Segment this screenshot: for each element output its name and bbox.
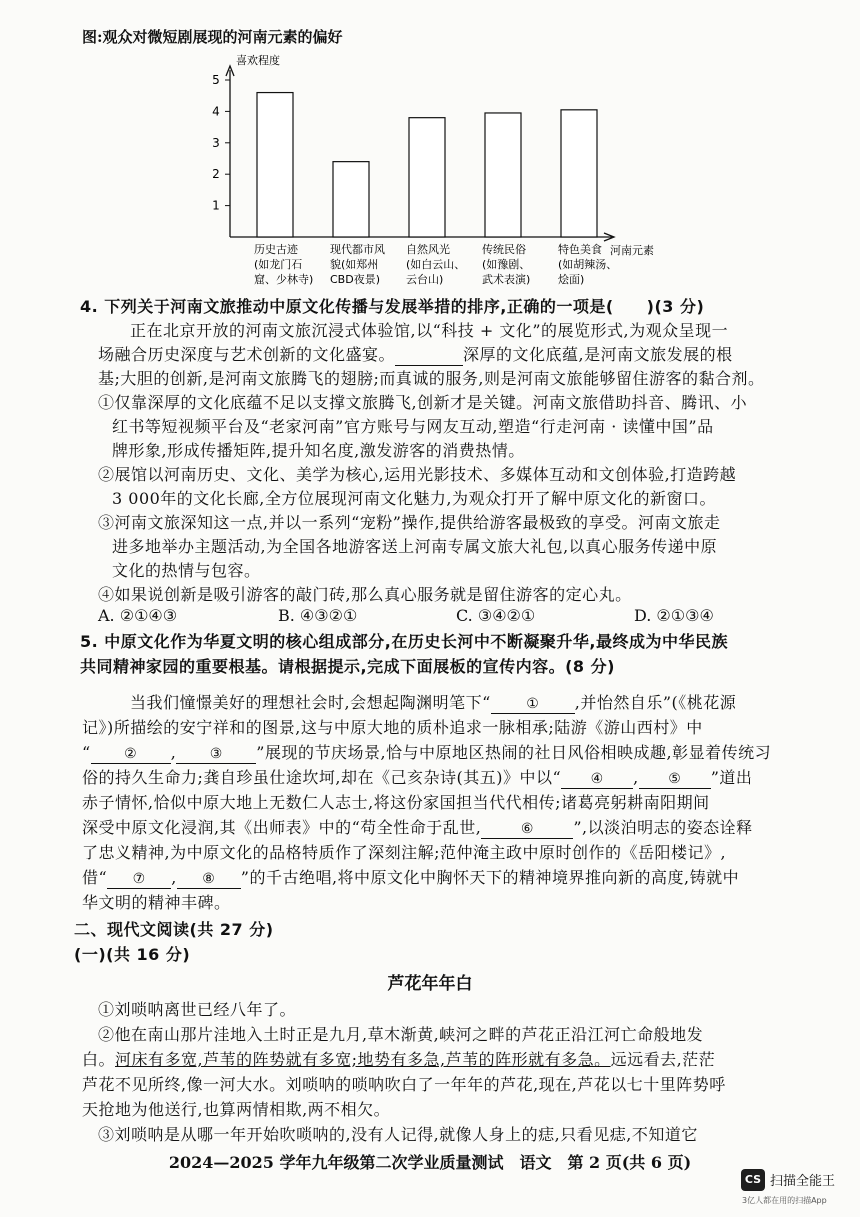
q4-option-d[interactable]: D. ②①③④ <box>634 606 714 625</box>
blank-7[interactable]: ⑦ <box>107 870 171 889</box>
blank-8[interactable]: ⑧ <box>177 870 241 889</box>
q4-passage-1: 正在北京开放的河南文旅沉浸式体验馆,以“科技 + 文化”的展览形式,为观众呈现一 <box>130 321 729 340</box>
scanner-logo: CS <box>741 1169 765 1191</box>
category-label: 窟、少林寺) <box>254 273 314 286</box>
x-axis-label: 河南元素 <box>610 244 654 257</box>
story-p2a: ②他在南山那片洼地入土时正是九月,草木渐黄,峡河之畔的芦花正沿江河亡命般地发 <box>98 1025 704 1044</box>
q4-option-a[interactable]: A. ②①④③ <box>98 606 178 625</box>
category-label: 特色美食 <box>558 243 602 256</box>
q5-stem-1: 5. 中原文化作为华夏文明的核心组成部分,在历史长河中不断凝聚升华,最终成为中华民族 <box>80 632 728 651</box>
q5-line-6b: ”,以淡泊明志的姿态诠释 <box>573 818 753 837</box>
category-label: (如龙门石 <box>254 258 303 271</box>
section-heading: 二、现代文阅读(共 27 分) <box>74 920 274 939</box>
blank-5[interactable]: ⑤ <box>639 770 711 789</box>
story-p2d: 天抢地为他送行,也算两情相欺,两不相欠。 <box>82 1100 391 1119</box>
q4-passage-2 <box>98 343 798 367</box>
bar <box>257 93 293 237</box>
q5-line-7: 了忠义精神,为中原文化的品格特质作了深刻注解;范仲淹主政中原时创作的《岳阳楼记》, <box>82 843 727 862</box>
q4-sentence-1a: ①仅靠深厚的文化底蕴不足以支撑文旅腾飞,创新才是关键。河南文旅借助抖音、腾讯、小 <box>98 393 748 412</box>
q5-stem-2: 共同精神家园的重要根基。请根据提示,完成下面展板的宣传内容。(8 分) <box>80 657 615 676</box>
q5-line-9: 华文明的精神丰碑。 <box>82 893 231 912</box>
y-tick-label: 1 <box>212 198 220 213</box>
q5-line-8b: , <box>171 868 177 887</box>
y-tick-label: 5 <box>212 73 220 87</box>
scanner-name: 扫描全能王 <box>770 1174 836 1189</box>
category-label: 自然风光 <box>406 243 450 256</box>
q5-line-8a: 借“ <box>82 868 108 887</box>
q4-sentence-1b: 红书等短视频平台及“老家河南”官方账号与网友互动,塑造“行走河南 · 读懂中国”品 <box>112 417 714 436</box>
story-p2b-post: 远远看去,茫茫 <box>610 1050 716 1069</box>
category-label: (如白云山、 <box>406 258 466 271</box>
part-heading: (一)(共 16 分) <box>74 945 191 964</box>
category-label: (如豫剧、 <box>482 258 531 271</box>
story-p2b <box>82 1048 782 1072</box>
category-label: 云台山) <box>406 273 444 286</box>
q4-passage-2b: 深厚的文化底蕴,是河南文旅发展的根 <box>463 345 733 364</box>
chart-title: 图:观众对微短剧展现的河南元素的偏好 <box>82 28 343 46</box>
category-label: 历史古迹 <box>254 243 298 256</box>
q5-line-4c: ”道出 <box>710 768 753 787</box>
q5-line-4a: 俗的持久生命力;龚自珍虽仕途坎坷,却在《己亥杂诗(其五)》中以“ <box>82 768 562 787</box>
story-p2b-pre: 白。 <box>82 1050 116 1069</box>
blank-3[interactable]: ③ <box>176 745 256 764</box>
category-label: 传统民俗 <box>482 243 526 256</box>
q4-sentence-3a: ③河南文旅深知这一点,并以一系列“宠粉”操作,提供给游客最极致的享受。河南文旅走 <box>98 513 721 532</box>
q5-line-8 <box>82 866 782 890</box>
blank-4[interactable]: ④ <box>561 770 633 789</box>
q5-line-3a: “ <box>82 743 91 762</box>
q5-line-1a: 当我们憧憬美好的理想社会时,会想起陶渊明笔下“ <box>130 693 491 712</box>
q5-line-4 <box>82 766 782 790</box>
q4-option-b[interactable]: B. ④③②① <box>278 606 358 625</box>
bar <box>409 118 445 237</box>
q4-stem: 4. 下列关于河南文旅推动中原文化传播与发展举措的排序,正确的一项是( )(3 分) <box>80 297 705 316</box>
y-tick-label: 2 <box>212 167 220 182</box>
q5-line-1b: ,并怡然自乐”(《桃花源 <box>574 693 737 712</box>
q5-line-6a: 深受中原文化浸润,其《出师表》中的“苟全性命于乱世, <box>82 818 482 837</box>
blank-6[interactable]: ⑥ <box>481 820 573 839</box>
blank-1[interactable]: ① <box>491 695 575 714</box>
story-p3: ③刘唢呐是从哪一年开始吹唢呐的,没有人记得,就像人身上的痣,只看见痣,不知道它 <box>98 1125 698 1144</box>
q5-line-6 <box>82 816 782 840</box>
category-label: CBD夜景) <box>330 273 380 286</box>
q5-line-3 <box>82 741 782 765</box>
q5-line-4b: , <box>633 768 639 787</box>
q4-sentence-2b: 3 000年的文化长廊,全方位展现河南文化魅力,为观众打开了解中原文化的新窗口。 <box>112 489 716 508</box>
category-label: 貌(如郑州 <box>330 258 379 271</box>
q4-sentence-1c: 牌形象,形成传播矩阵,提升知名度,激发游客的消费热情。 <box>112 441 525 460</box>
q4-blank <box>395 347 463 366</box>
category-label: 烩面) <box>558 273 585 286</box>
q5-line-8c: ”的千古绝唱,将中原文化中胸怀天下的精神境界推向新的高度,铸就中 <box>240 868 740 887</box>
q4-passage-2a: 场融合历史深度与艺术创新的文化盛宴。 <box>98 345 396 364</box>
story-p2c: 芦花不见所终,像一河大水。刘唢呐的唢呐吹白了一年年的芦花,现在,芦花以七十里阵势呼 <box>82 1075 726 1094</box>
q4-sentence-4: ④如果说创新是吸引游客的敲门砖,那么真心服务就是留住游客的定心丸。 <box>98 585 632 604</box>
scanner-tagline: 3亿人都在用的扫描App <box>742 1196 827 1205</box>
blank-2[interactable]: ② <box>91 745 171 764</box>
q4-sentence-3c: 文化的热情与包容。 <box>112 561 261 580</box>
category-label: 现代都市风 <box>330 243 385 256</box>
category-label: 武术表演) <box>482 273 531 286</box>
bar <box>485 113 521 237</box>
q5-line-5: 赤子情怀,恰似中原大地上无数仁人志士,将这份家国担当代代相传;诸葛亮躬耕南阳期间 <box>82 793 710 812</box>
q5-line-3b: , <box>170 743 177 762</box>
q4-options <box>98 606 758 630</box>
page-footer: 2024—2025 学年九年级第二次学业质量测试 语文 第 2 页(共 6 页) <box>168 1153 692 1172</box>
bar <box>561 110 597 237</box>
q4-sentence-2a: ②展馆以河南历史、文化、美学为核心,运用光影技术、多媒体互动和文创体验,打造跨越 <box>98 465 737 484</box>
story-underlined-sentence: 河床有多宽,芦苇的阵势就有多宽;地势有多急,芦苇的阵形就有多急。 <box>115 1050 611 1069</box>
category-label: (如胡辣汤、 <box>558 258 618 271</box>
bar <box>333 162 369 237</box>
q4-sentence-3b: 进多地举办主题活动,为全国各地游客送上河南专属文旅大礼包,以真心服务传递中原 <box>112 537 718 556</box>
q5-line-3c: ”展现的节庆场景,恰与中原地区热闹的社日风俗相映成趣,彰显着传统习 <box>256 743 772 762</box>
story-title: 芦花年年白 <box>387 974 473 994</box>
y-tick-label: 3 <box>212 135 220 150</box>
q5-line-1 <box>130 691 830 715</box>
preference-bar-chart <box>190 50 690 310</box>
story-p1: ①刘唢呐离世已经八年了。 <box>98 1000 297 1019</box>
y-tick-label: 4 <box>212 104 220 119</box>
q4-option-c[interactable]: C. ③④②① <box>456 606 536 625</box>
q4-passage-3: 基;大胆的创新,是河南文旅腾飞的翅膀;而真诚的服务,则是河南文旅能够留住游客的黏合剂。 <box>98 369 765 388</box>
y-axis-label: 喜欢程度 <box>236 54 280 67</box>
q5-line-2: 记》)所描绘的安宁祥和的图景,这与中原大地的质朴追求一脉相承;陆游《游山西村》中 <box>82 718 703 737</box>
